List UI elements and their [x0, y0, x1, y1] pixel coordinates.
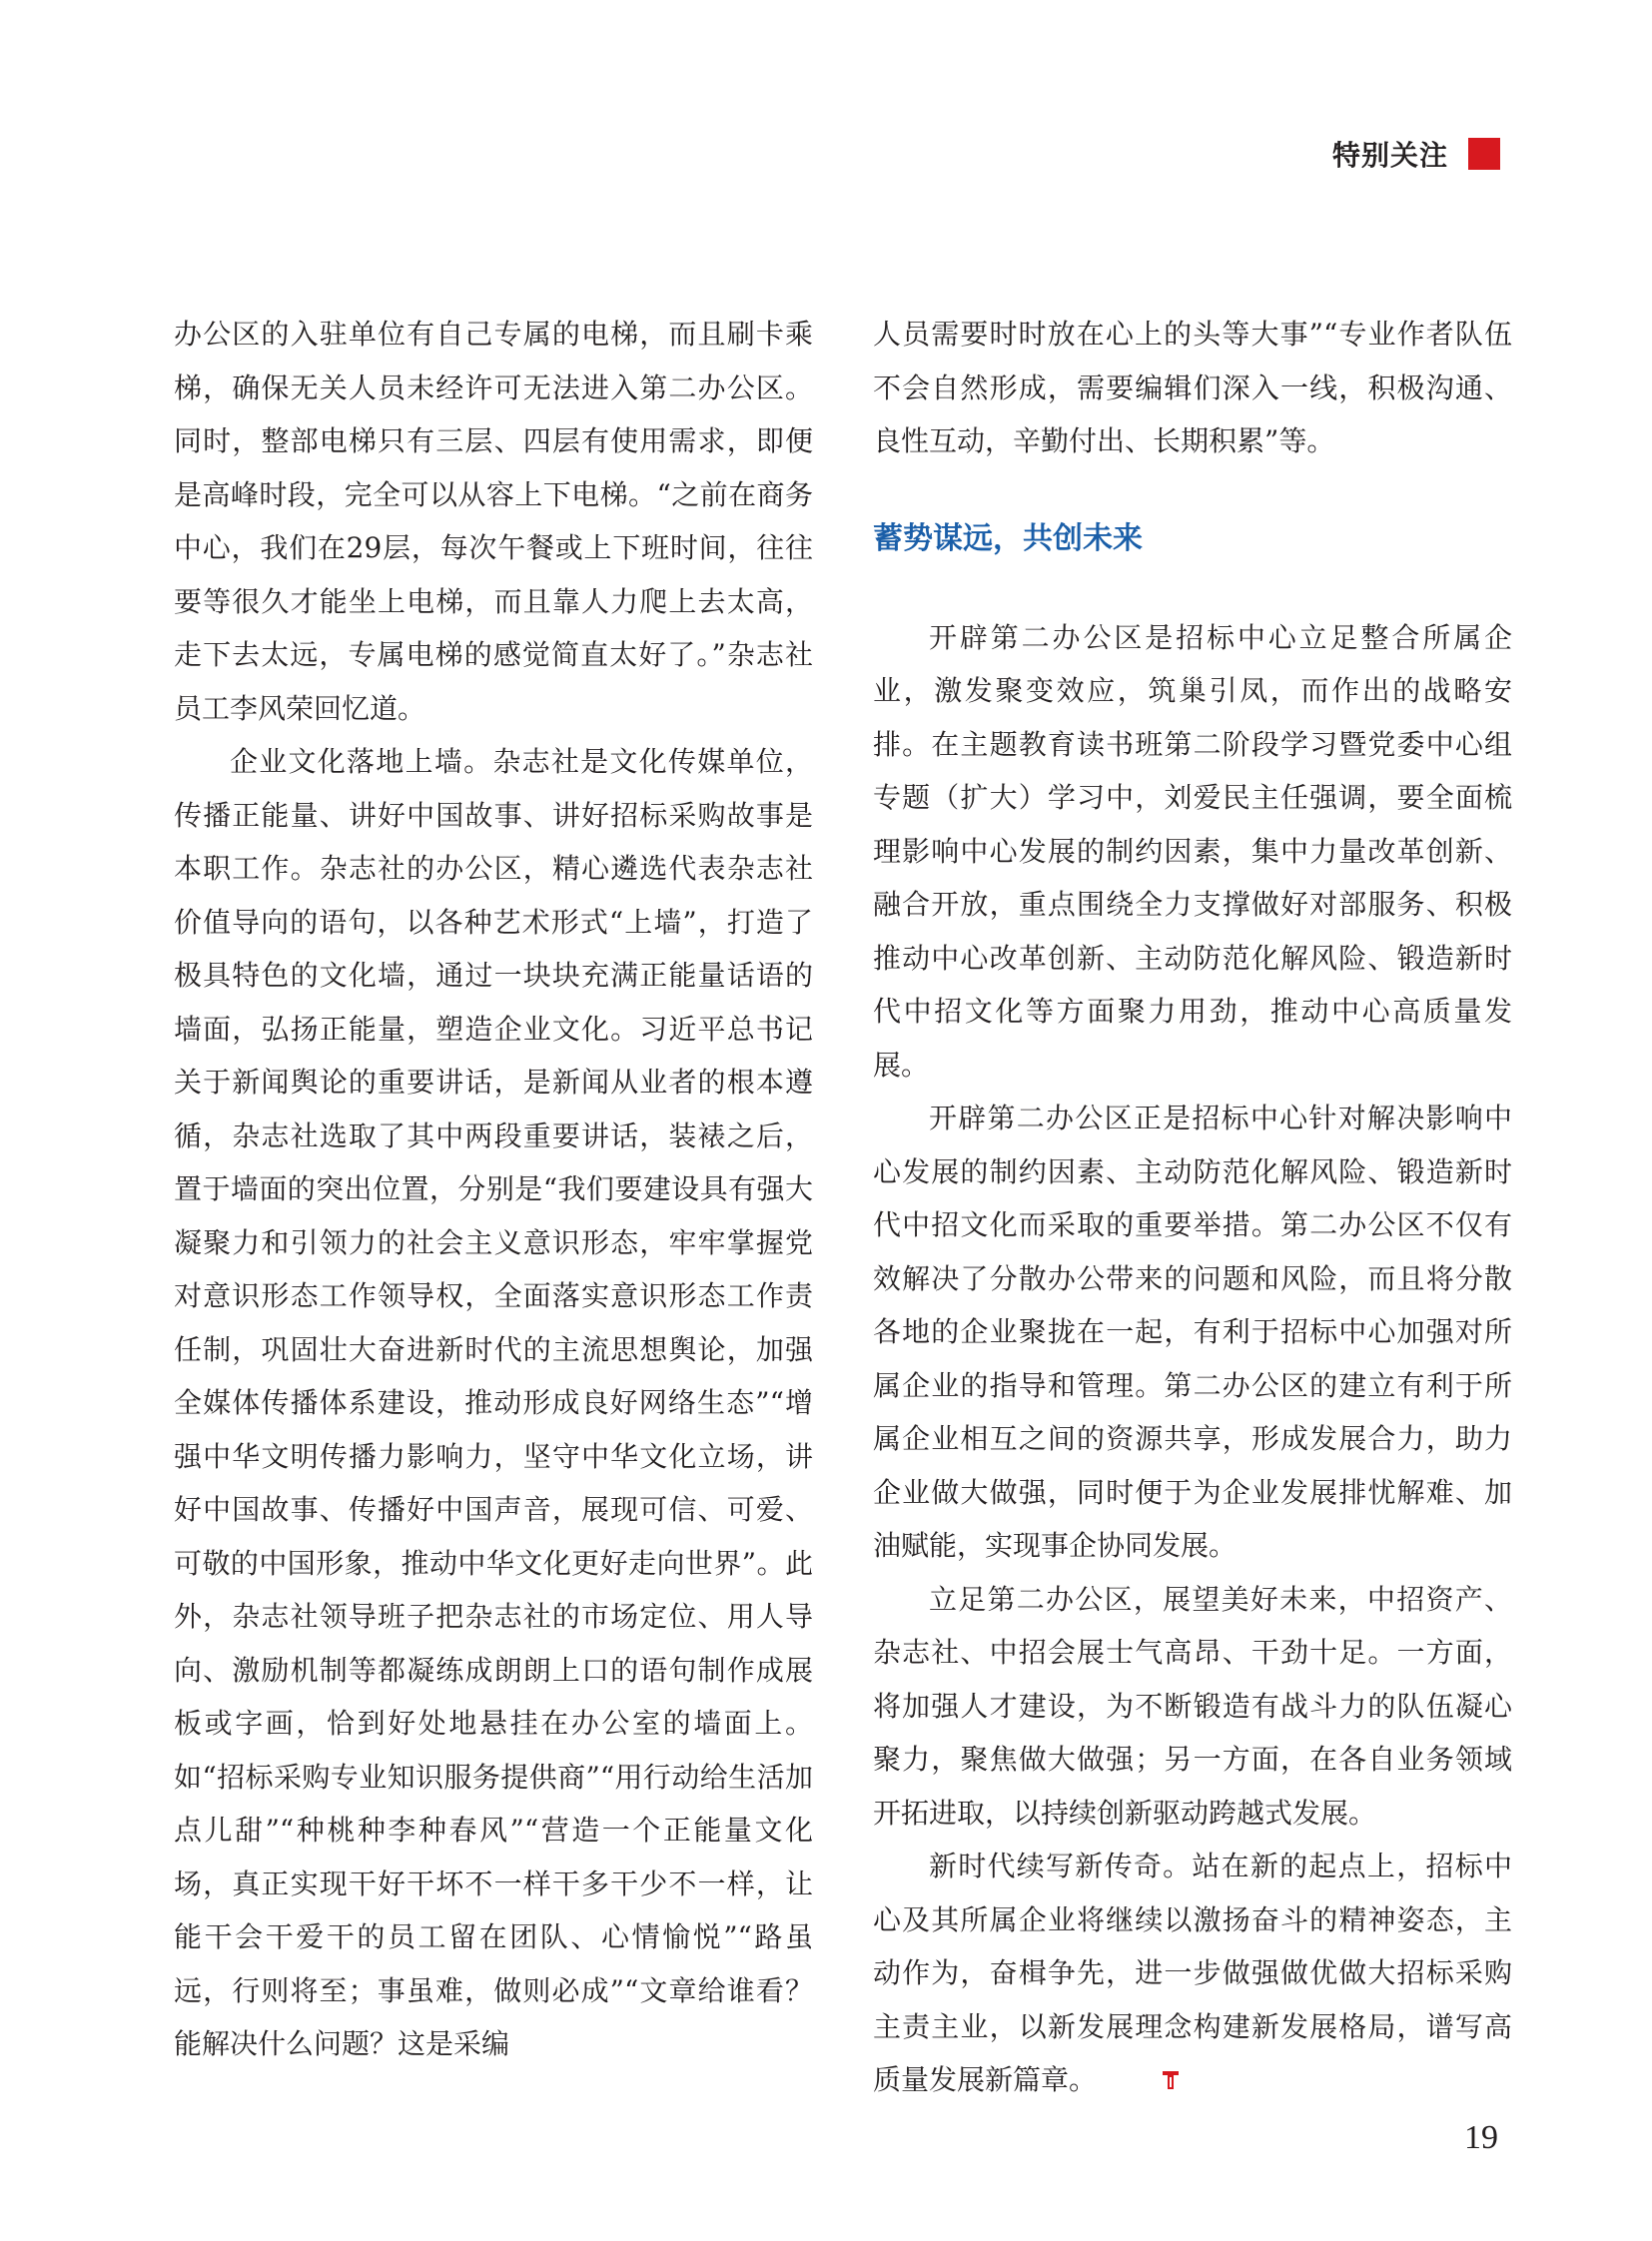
section-subheading: 蓄势谋远，共创未来: [873, 520, 1143, 556]
page-number: 19: [1464, 2119, 1498, 2156]
section-label: 特别关注: [1331, 139, 1448, 172]
paragraph: 开辟第二办公区是招标中心立足整合所属企业，激发聚变效应，筑巢引凤，而作出的战略安排。在主题教育读书班第二阶段学习暨党委中心组专题（扩大）学习中，刘爱民主任强调，要全面梳理影响中心发展的制约因素，集中力量改革创新、融合开放，重点围绕全力支撑做好对部服务、积极推动中心改革创新、主动防范化解风险、锻造新时代中招文化等方面聚力用劲，推动中心高质量发展。: [873, 620, 1512, 1082]
paragraph-text: 新时代续写新传奇。站在新的起点上，招标中心及其所属企业将继续以激扬奋斗的精神姿态，主动作为，奋楫争先，进一步做强做优做大招标采购主责主业，以新发展理念构建新发展格局，谱写高质量发展新篇章。: [873, 1850, 1512, 2096]
paragraph-continued: 办公区的入驻单位有自己专属的电梯，而且刷卡乘梯，确保无关人员未经许可无法进入第二办公区。同时，整部电梯只有三层、四层有使用需求，即便是高峰时段，完全可以从容上下电梯。“之前在商务中心，我们在29层，每次午餐或上下班时间，往往要等很久才能坐上电梯，而且靠人力爬上去太高，走下去太远，专属电梯的感觉简直太好了。”杂志社员工李风荣回忆道。: [174, 318, 813, 725]
paragraph: 开辟第二办公区正是招标中心针对解决影响中心发展的制约因素、主动防范化解风险、锻造新时代中招文化而采取的重要举措。第二办公区不仅有效解决了分散办公带来的问题和风险，而且将分散各地的企业聚拢在一起，有利于招标中心加强对所属企业的指导和管理。第二办公区的建立有利于所属企业相互之间的资源共享，形成发展合力，助力企业做大做强，同时便于为企业发展排忧解难、加油赋能，实现事企协同发展。: [873, 1102, 1512, 1562]
section-marker-square: [1468, 138, 1500, 170]
magazine-logo-icon: [1103, 2056, 1127, 2080]
paragraph-continued: 人员需要时时放在心上的头等大事”“专业作者队伍不会自然形成，需要编辑们深入一线，积极沟通、良性互动，辛勤付出、长期积累”等。: [873, 318, 1512, 457]
left-column: [174, 308, 813, 2071]
paragraph: 立足第二办公区，展望美好未来，中招资产、杂志社、中招会展士气高昂、干劲十足。一方面，将加强人才建设，为不断锻造有战斗力的队伍凝心聚力，聚焦做大做强；另一方面，在各自业务领域开拓进取，以持续创新驱动跨越式发展。: [873, 1582, 1512, 1830]
paragraph-final: [873, 1840, 1512, 2107]
right-column: [873, 308, 1512, 2107]
section-header: [1332, 134, 1500, 174]
paragraph: 企业文化落地上墙。杂志社是文化传媒单位，传播正能量、讲好中国故事、讲好招标采购故事是本职工作。杂志社的办公区，精心遴选代表杂志社价值导向的语句，以各种艺术形式“上墙”，打造了极具特色的文化墙，通过一块块充满正能量话语的墙面，弘扬正能量，塑造企业文化。习近平总书记关于新闻舆论的重要讲话，是新闻从业者的根本遵循，杂志社选取了其中两段重要讲话，装裱之后，置于墙面的突出位置，分别是“我们要建设具有强大凝聚力和引领力的社会主义意识形态，牢牢掌握党对意识形态工作领导权，全面落实意识形态工作责任制，巩固壮大奋进新时代的主流思想舆论，加强全媒体传播体系建设，推动形成良好网络生态”“增强中华文明传播力影响力，坚守中华文化立场，讲好中国故事、传播好中国声音，展现可信、可爱、可敬的中国形象，推动中华文化更好走向世界”。此外，杂志社领导班子把杂志社的市场定位、用人导向、激励机制等都凝练成朗朗上口的语句制作成展板或字画，恰到好处地悬挂在办公室的墙面上。如“招标采购专业知识服务提供商”“用行动给生活加点儿甜”“种桃种李种春风”“营造一个正能量文化场，真正实现干好干坏不一样干多干少不一样，让能干会干爱干的员工留在团队、心情愉悦”“路虽远，行则将至；事虽难，做则必成”“文章给谁看？能解决什么问题？这是采编: [174, 745, 813, 2060]
